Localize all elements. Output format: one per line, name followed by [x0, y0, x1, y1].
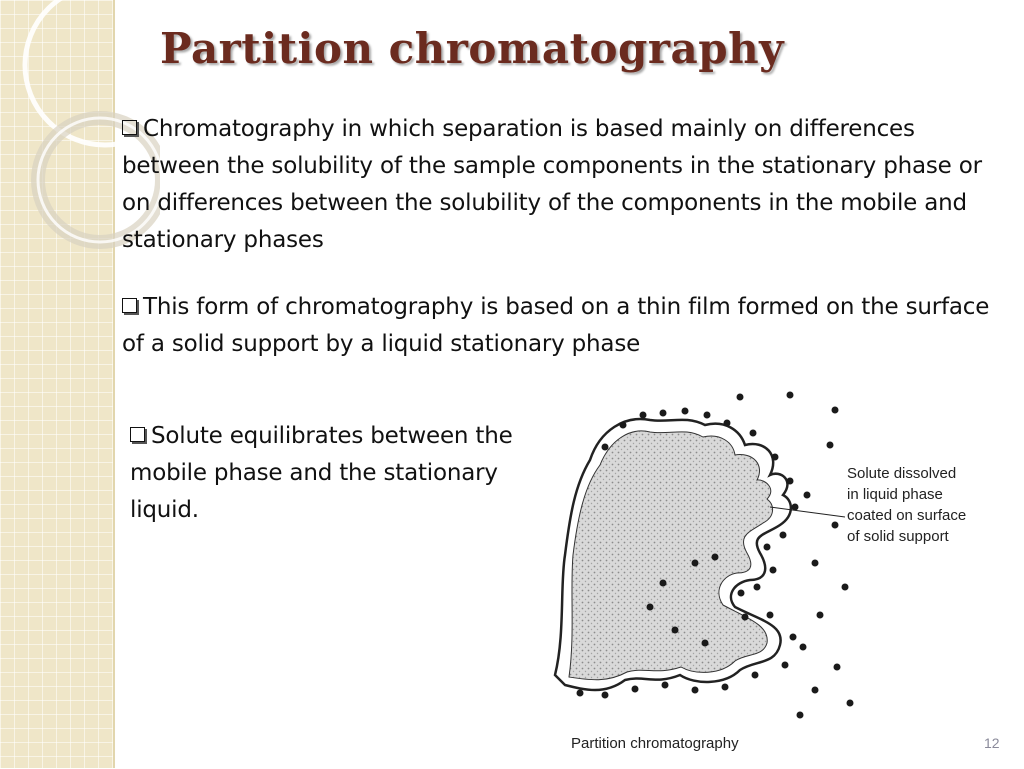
diagram-illustration	[545, 385, 1015, 765]
checkbox-bullet-icon	[122, 120, 137, 135]
bullet-point-1-text: Chromatography in which separation is based mainly on differences between the solubility of the sample components in the stationary phase or on differences between the solubility of the components in the mobile and stationary phases	[122, 116, 982, 253]
label-pointer-line	[770, 507, 845, 517]
checkbox-bullet-icon	[122, 298, 137, 313]
figure-label-line: Solute dissolved	[847, 465, 957, 482]
checkbox-bullet-icon	[130, 427, 145, 442]
figure-label-line: of solid support	[847, 528, 949, 545]
bullet-point-3	[130, 418, 530, 529]
bullet-point-3-text: Solute equilibrates between the mobile phase and the stationary liquid.	[130, 423, 513, 523]
bullet-point-1	[122, 111, 1017, 259]
figure-label-line: in liquid phase	[847, 486, 943, 503]
slide-title: Partition chromatography	[160, 24, 785, 73]
bullet-point-2	[122, 289, 1017, 363]
solid-support-shape	[569, 431, 773, 680]
page-number: 12	[984, 735, 1000, 751]
bullet-point-2-text: This form of chromatography is based on a thin film formed on the surface of a solid support by a liquid stationary phase	[122, 294, 990, 357]
figure-label	[847, 463, 1007, 547]
figure-label-line: coated on surface	[847, 507, 967, 524]
figure-caption: Partition chromatography	[571, 735, 739, 752]
solid-support-diagram	[545, 385, 1015, 765]
decorative-side-band	[0, 0, 115, 768]
